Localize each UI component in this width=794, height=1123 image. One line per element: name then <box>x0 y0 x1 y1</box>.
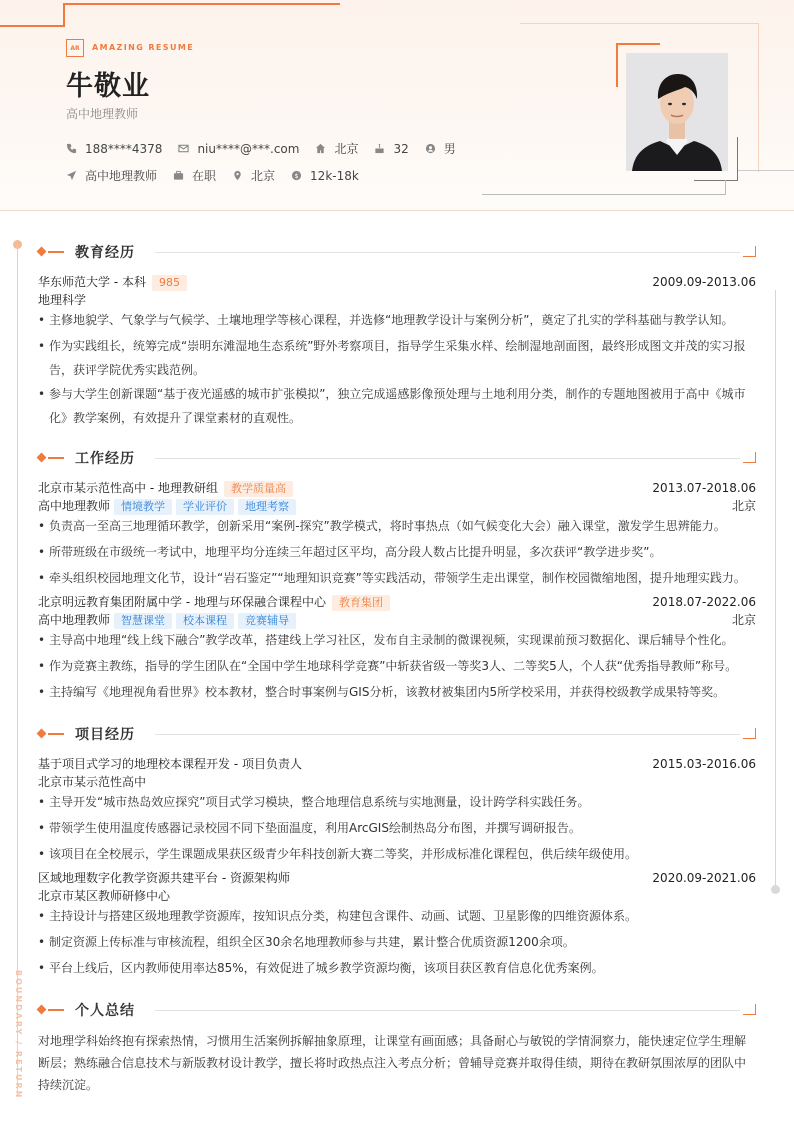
photo-frame <box>694 137 738 181</box>
gender-item <box>425 140 456 157</box>
list-item: • 主持设计与搭建区级地理教学资源库，按知识点分类，构建包含课件、动画、试题、卫星影像的四维资源体系。 <box>38 904 750 928</box>
list-item: • 所带班级在市级统一考试中，地理平均分连续三年超过区平均，高分段人数占比提升明显，多次获评“教学进步奖”。 <box>38 540 750 564</box>
phone-text: 188****4378 <box>85 141 163 156</box>
job-city: 北京 <box>731 613 756 627</box>
major-name: 地理科学 <box>38 293 87 307</box>
project-org: 北京市某示范性高中 <box>38 775 147 789</box>
candidate-name: 牛敬业 <box>66 71 150 102</box>
section-header-work <box>38 450 756 466</box>
section-rule <box>155 252 740 253</box>
list-item: • 制定资源上传标准与审核流程，组织全区30余名地理教师参与共建，累计整合优质资源1200余项。 <box>38 930 750 954</box>
list-item: • 主导开发“城市热岛效应探究”项目式学习模块，整合地理信息系统与实地测量，设计跨学科实践任务。 <box>38 790 750 814</box>
cake-icon <box>374 143 385 154</box>
project-org-line <box>38 774 756 790</box>
company-name: 北京市某示范性高中 - 地理教研组 <box>38 481 218 495</box>
logo-text: AMAZING RESUME <box>92 43 195 52</box>
project-date: 2015.03-2016.06 <box>652 757 756 771</box>
diamond-icon <box>37 1005 47 1015</box>
section-title: 项目经历 <box>75 727 135 743</box>
company-name: 北京明远教育集团附属中学 - 地理与环保融合课程中心 <box>38 595 326 609</box>
section-corner <box>743 452 756 463</box>
list-item: • 牵头组织校园地理文化节，设计“岩石鉴定”“地理知识竞赛”等实践活动，带领学生走出课堂，制作校园微缩地图，提升地理实践力。 <box>38 566 750 590</box>
skill-tag: 情境教学 <box>114 499 172 515</box>
position-item <box>66 167 157 184</box>
summary-text: 对地理学科始终抱有探索热情，习惯用生活案例拆解抽象原理，让课堂有画面感；具备耐心与敏锐的学情洞察力，能快速定位学生理解断层；熟练融合信息技术与新版教材设计教学，擅长将时政热点注入考点分析；曾辅导竞赛并取得佳绩，期待在教研氛围浓厚的团队中持续沉淀。 <box>38 1034 747 1092</box>
skill-tag: 地理考察 <box>238 499 296 515</box>
svg-text:$: $ <box>294 171 299 180</box>
home-text: 北京 <box>334 142 359 156</box>
skill-tag: 智慧课堂 <box>114 613 172 629</box>
skill-tag: 学业评价 <box>176 499 234 515</box>
education-major <box>38 292 756 308</box>
city-item <box>232 167 275 184</box>
list-item: • 负责高一至高三地理循环教学，创新采用“案例-探究”教学模式，将时事热点（如气候变化大会）融入课堂，激发学生思辨能力。 <box>38 514 750 538</box>
send-icon <box>66 170 77 181</box>
diamond-icon <box>37 453 47 463</box>
school-badge: 985 <box>152 275 187 291</box>
section-rule <box>155 1010 740 1011</box>
job-date: 2013.07-2018.06 <box>652 481 756 495</box>
logo-badge: AR <box>66 39 84 57</box>
photo-frame <box>725 180 726 195</box>
section-corner <box>743 1004 756 1015</box>
skill-tag: 竞赛辅导 <box>238 613 296 629</box>
age-item <box>374 142 408 156</box>
salary-text: 12k-18k <box>310 168 359 183</box>
candidate-title: 高中地理教师 <box>66 107 139 121</box>
section-rule <box>155 458 740 459</box>
education-entry <box>38 274 756 290</box>
side-dot <box>771 885 780 894</box>
section-header-summary <box>38 1002 756 1018</box>
job-role: 高中地理教师 <box>38 499 111 513</box>
header-dash <box>48 457 64 459</box>
job-role-line <box>38 498 756 514</box>
section-header-projects <box>38 726 756 742</box>
project-org: 北京市某区教师研修中心 <box>38 889 171 903</box>
project-entry <box>38 756 756 772</box>
phone-icon <box>66 143 77 154</box>
section-header-education <box>38 244 756 260</box>
job-entry <box>38 480 756 496</box>
side-line <box>775 290 776 890</box>
status-item <box>173 167 216 184</box>
list-item: • 作为竞赛主教练，指导的学生团队在“全国中学生地球科学竞赛”中斩获省级一等奖3人、二等奖5人，个人获“优秀指导教师”称号。 <box>38 654 750 678</box>
list-item: • 主修地貌学、气象学与气候学、土壤地理学等核心课程，并选修“地理教学设计与案例分析”，奠定了扎实的学科基础与教学认知。 <box>38 308 750 332</box>
briefcase-icon <box>173 170 184 181</box>
money-icon <box>291 170 302 181</box>
list-item: • 该项目在全校展示，学生课题成果获区级青少年科技创新大赛二等奖，并形成标准化课程包，供后续年级使用。 <box>38 842 750 866</box>
list-item: • 作为实践组长，统筹完成“崇明东滩湿地生态系统”野外考察项目，指导学生采集水样、绘制湿地剖面图，最终形成图文并茂的实习报告，获评学院优秀实践范例。 <box>38 334 750 382</box>
header-accent-line <box>0 25 64 27</box>
section-corner <box>743 246 756 257</box>
home-icon <box>315 143 326 154</box>
header-accent-line <box>64 3 340 5</box>
list-item: • 参与大学生创新课题“基于夜光遥感的城市扩张模拟”，独立完成遥感影像预处理与土地利用分类，制作的专题地图被用于高中《城市化》教学案例，有效提升了课堂素材的直观性。 <box>38 382 750 430</box>
timeline-line <box>17 244 18 1094</box>
email-text: niu****@***.com <box>197 141 300 156</box>
section-title: 教育经历 <box>75 245 135 261</box>
job-city: 北京 <box>731 499 756 513</box>
project-name: 基于项目式学习的地理校本课程开发 - 项目负责人 <box>38 757 302 771</box>
contact-row <box>66 140 472 157</box>
phone-item <box>66 142 162 156</box>
project-org-line <box>38 888 756 904</box>
position-text: 高中地理教师 <box>85 169 158 183</box>
diamond-icon <box>37 729 47 739</box>
age-text: 32 <box>393 141 409 156</box>
photo-frame <box>738 170 794 171</box>
section-corner <box>743 728 756 739</box>
list-item: • 平台上线后，区内教师使用率达85%，有效促进了城乡教学资源均衡，该项目获区教育信息化优秀案例。 <box>38 956 750 980</box>
education-date: 2009.09-2013.06 <box>652 275 756 289</box>
school-name: 华东师范大学 - 本科 <box>38 275 146 289</box>
city-text: 北京 <box>251 169 276 183</box>
email-item <box>178 142 299 156</box>
company-badge: 教学质量高 <box>224 481 293 497</box>
job-role: 高中地理教师 <box>38 613 111 627</box>
project-entry <box>38 870 756 886</box>
header-dash <box>48 251 64 253</box>
gender-text: 男 <box>443 142 456 156</box>
status-text: 在职 <box>192 169 217 183</box>
job-entry <box>38 594 756 610</box>
intent-row <box>66 167 375 184</box>
location-pin-icon <box>232 170 243 181</box>
job-role-line <box>38 612 756 628</box>
section-rule <box>155 734 740 735</box>
list-item: • 主导高中地理“线上线下融合”教学改革，搭建线上学习社区，发布自主录制的微课视频，实现课前预习数据化、课后辅导个性化。 <box>38 628 750 652</box>
list-item: • 主持编写《地理视角看世界》校本教材，整合时事案例与GIS分析，该教材被集团内5所学校采用，并获得校级教学成果特等奖。 <box>38 680 750 704</box>
mail-icon <box>178 143 189 154</box>
diamond-icon <box>37 247 47 257</box>
header-dash <box>48 733 64 735</box>
job-date: 2018.07-2022.06 <box>652 595 756 609</box>
header-accent-line <box>63 3 65 27</box>
salary-item <box>291 169 359 183</box>
company-badge: 教育集团 <box>332 595 390 611</box>
resume-header <box>0 0 794 211</box>
list-item: • 带领学生使用温度传感器记录校园不同下垫面温度，利用ArcGIS绘制热岛分布图，并撰写调研报告。 <box>38 816 750 840</box>
section-title: 个人总结 <box>75 1003 135 1019</box>
home-item <box>315 140 358 157</box>
project-name: 区域地理数字化教学资源共建平台 - 资源架构师 <box>38 871 290 885</box>
header-dash <box>48 1009 64 1011</box>
skill-tag: 校本课程 <box>176 613 234 629</box>
project-date: 2020.09-2021.06 <box>652 871 756 885</box>
gender-icon <box>425 143 436 154</box>
section-title: 工作经历 <box>75 451 135 467</box>
side-label: BOUNDARY / RETURN <box>14 970 23 1100</box>
photo-frame <box>482 194 726 195</box>
